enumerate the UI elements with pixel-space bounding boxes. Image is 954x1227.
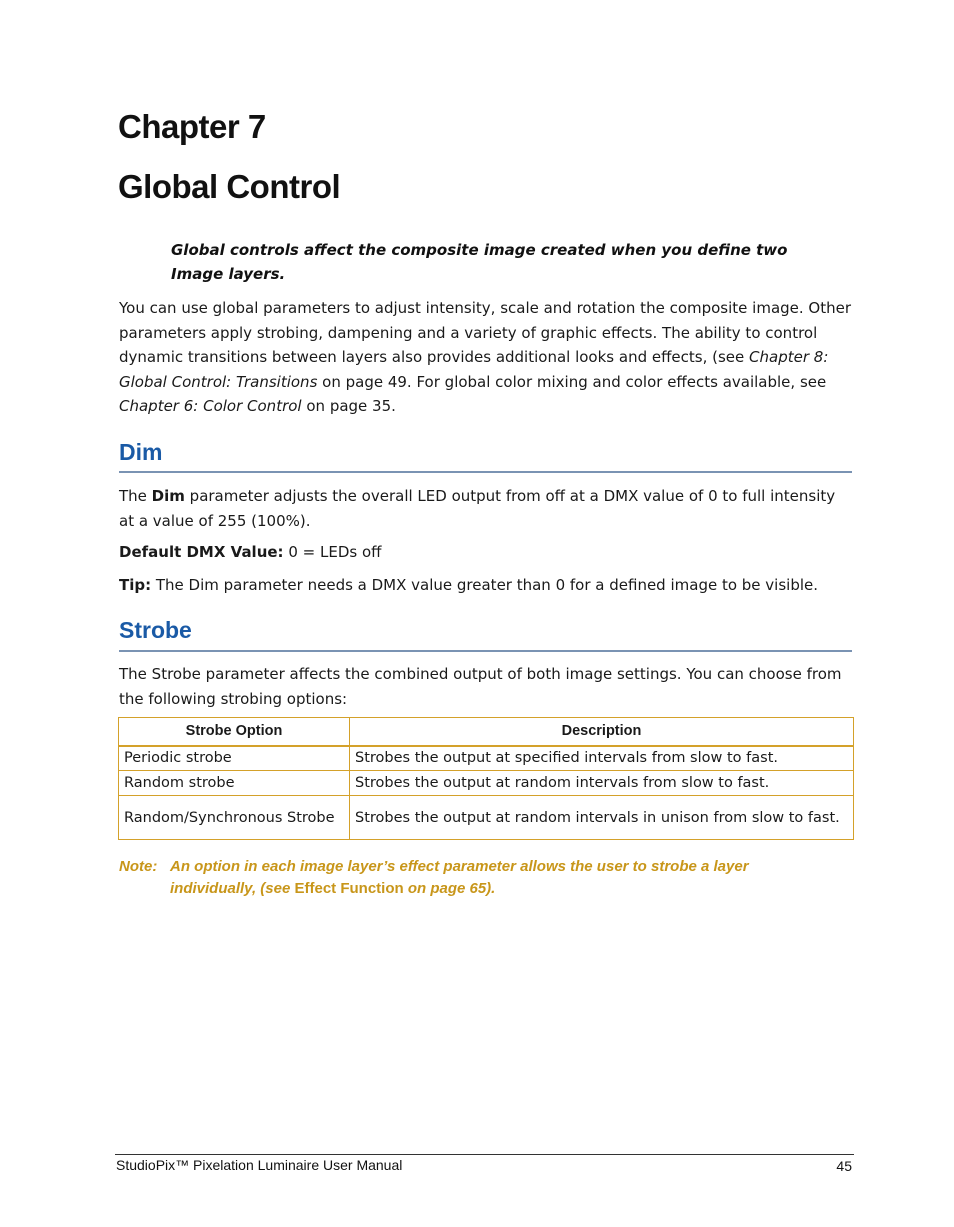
dim-heading-rule	[119, 471, 852, 473]
strobe-option-cell: Random/Synchronous Strobe	[119, 796, 350, 840]
chapter-title: Global Control	[118, 168, 341, 205]
description-cell: Strobes the output at specified intervals from slow to fast.	[350, 746, 854, 771]
dim-tip: Tip: The Dim parameter needs a DMX value greater than 0 for a defined image to be visible.	[119, 576, 819, 594]
description-cell: Strobes the output at random intervals from slow to fast.	[350, 771, 854, 796]
footer-rule	[115, 1154, 854, 1155]
strobe-paragraph: The Strobe parameter affects the combined output of both image settings. You can choose from the following strobing options:	[119, 665, 842, 708]
chapter-8-reference[interactable]: Chapter 8: Global Control: Transitions	[119, 348, 829, 391]
column-header-description: Description	[350, 718, 854, 746]
dim-heading: Dim	[119, 439, 163, 465]
strobe-heading-rule	[119, 650, 852, 652]
strobe-options-table	[118, 717, 854, 840]
dim-default-value: Default DMX Value: 0 = LEDs off	[119, 543, 382, 561]
table-header-row	[119, 718, 854, 746]
footer-page-number: 45	[836, 1158, 852, 1174]
note-body: An option in each image layer’s effect parameter allows the user to strobe a layer individually, (see Effect Function on page 65).	[170, 858, 749, 897]
chapter-6-reference[interactable]: Chapter 6: Color Control	[119, 397, 302, 416]
strobe-note	[119, 856, 819, 900]
table-row	[119, 796, 854, 840]
table-row	[119, 771, 854, 796]
footer-manual-title: StudioPix™ Pixelation Luminaire User Manual	[116, 1157, 403, 1173]
strobe-option-cell: Random strobe	[119, 771, 350, 796]
strobe-heading: Strobe	[119, 617, 192, 643]
table-row	[119, 746, 854, 771]
effect-function-reference[interactable]: Effect Function	[294, 880, 404, 897]
description-cell: Strobes the output at random intervals in unison from slow to fast.	[350, 796, 854, 840]
intro-note: Global controls affect the composite image created when you define two Image layers.	[171, 241, 788, 283]
intro-paragraph: You can use global parameters to adjust intensity, scale and rotation the composite image. Other parameters apply strobing, dampening and a variety of graphic effects. The ability to control dynamic transitions between layers also provides additional looks and effects, (see Chapter 8: Global Control: Transitions on page 49. For global color mixing and color effects available, see Chapter 6: Color Control on page 35.	[119, 299, 852, 416]
note-label: Note:	[119, 858, 158, 875]
strobe-option-cell: Periodic strobe	[119, 746, 350, 771]
chapter-label: Chapter 7	[118, 108, 266, 145]
dim-paragraph: The Dim parameter adjusts the overall LED output from off at a DMX value of 0 to full intensity at a value of 255 (100%).	[119, 487, 836, 530]
column-header-strobe-option: Strobe Option	[119, 718, 350, 746]
